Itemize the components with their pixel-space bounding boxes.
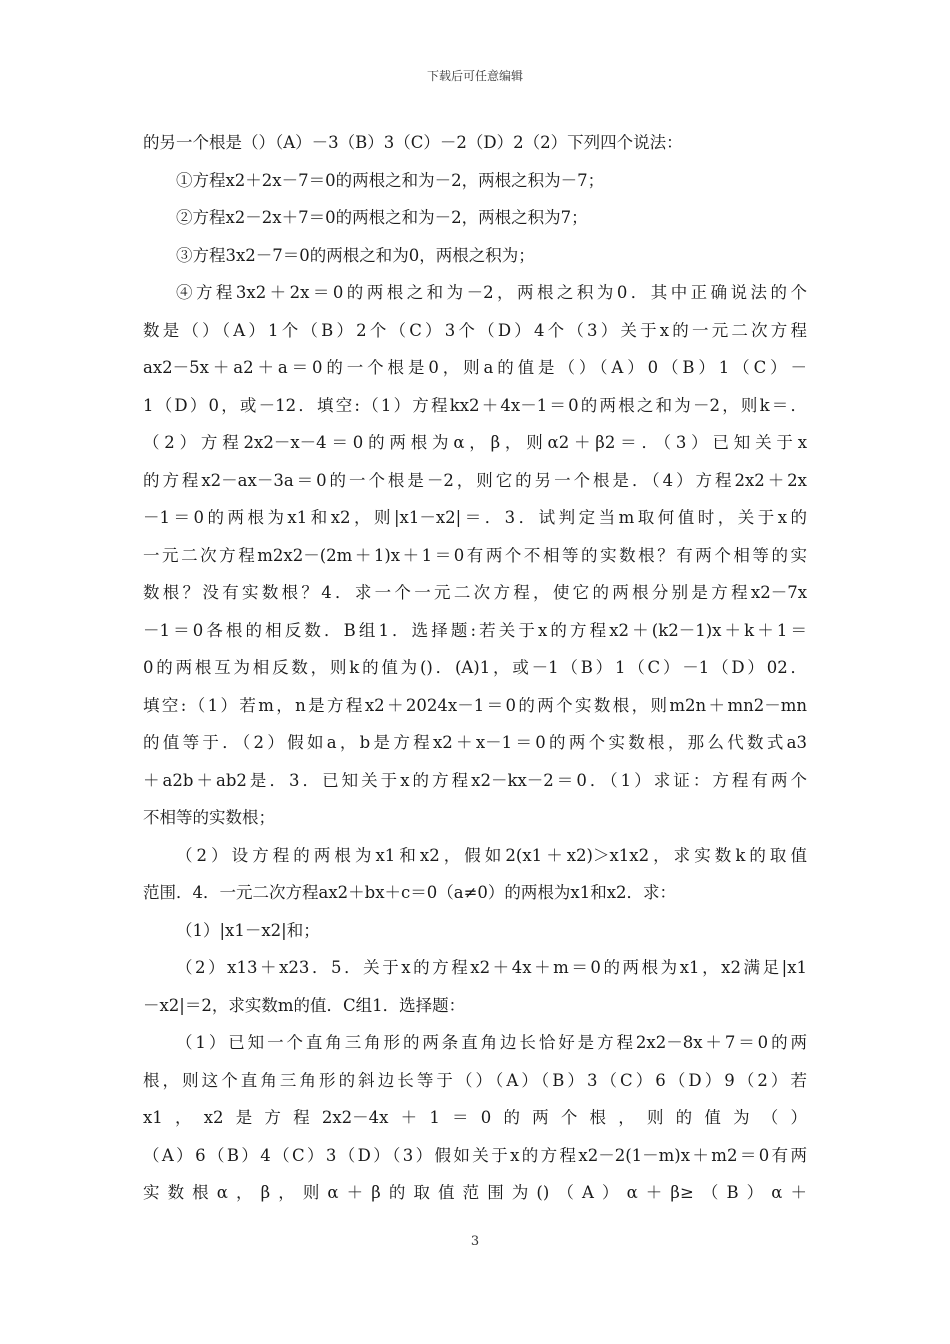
document-body [143,124,807,1212]
text-line: （A）6（B）4（C）3（D）（3）假如关于x的方程x2－2(1－m)x＋m2＝0有两 [143,1145,807,1165]
text-line: 不相等的实数根； [143,808,275,827]
text-line: 的值等于．（2）假如a，b是方程x2＋x－1＝0的两个实数根，那么代数式a3 [143,733,807,752]
text-line: ①方程x2＋2x－7＝0的两根之和为－2，两根之积为－7； [176,170,605,190]
text-line: －x2|＝2，求实数m的值．C组1．选择题： [143,995,466,1015]
text-line: －1＝0的两根为x1和x2，则|x1－x2|＝．3．试判定当m取何值时，关于x的 [143,508,807,527]
text-line: 的方程x2－ax－3a＝0的一个根是－2，则它的另一个根是．（4）方程2x2＋2x [143,470,807,490]
text-line: 一元二次方程m2x2－(2m＋1)x＋1＝0有两个不相等的实数根？有两个相等的实 [143,545,807,565]
text-line: 实数根α，β，则α＋β的取值范围为()（A）α＋β≥（B）α＋ [143,1183,807,1202]
text-line: 0的两根互为相反数，则k的值为()．(A)1，或－1（B）1（C）－1（D）02． [143,658,807,677]
text-line: （2）x13＋x23．5．关于x的方程x2＋4x＋m＝0的两根为x1，x2满足|x1 [176,958,807,977]
text-line: 范围．4．一元二次方程ax2＋bx＋c＝0（a≠0）的两根为x1和x2．求： [143,883,677,902]
text-line: ax2－5x＋a2＋a＝0的一个根是0，则a的值是（）（A）0（B）1（C）－ [143,358,807,377]
text-line: －1＝0各根的相反数．B组1．选择题:若关于x的方程x2＋(k2－1)x＋k＋1＝ [143,620,807,640]
text-line: 1（D）0，或－12．填空:（1）方程kx2＋4x－1＝0的两根之和为－2，则k＝． [143,395,807,415]
text-line: 的另一个根是（）（A）－3（B）3（C）－2（D）2（2）下列四个说法： [143,133,683,152]
text-line: ③方程3x2－7＝0的两根之和为0，两根之积为； [176,245,535,265]
text-line: ②方程x2－2x＋7＝0的两根之和为－2，两根之积为7； [176,208,588,227]
text-line: （1）|x1－x2|和； [176,920,320,940]
text-line: ④方程3x2＋2x＝0的两根之和为－2，两根之积为0．其中正确说法的个 [176,283,807,302]
text-line: 根，则这个直角三角形的斜边长等于（）（A）（B）3（C）6（D）9（2）若 [143,1070,807,1090]
text-line: （1）已知一个直角三角形的两条直角边长恰好是方程2x2－8x＋7＝0的两 [176,1033,807,1052]
text-line: （2）方程2x2－x－4＝0的两根为α，β，则α2＋β2＝．（3）已知关于x [143,433,807,452]
text-line: （2）设方程的两根为x1和x2，假如2(x1＋x2)＞x1x2，求实数k的取值 [176,845,807,865]
page-number: 3 [470,1234,480,1249]
page-header: 下载后可任意编辑 [426,69,523,83]
text-line: 数是（）（A）1个（B）2个（C）3个（D）4个（3）关于x的一元二次方程 [143,320,807,340]
text-line: 数根？没有实数根？4．求一个一元二次方程，使它的两根分别是方程x2－7x [143,583,807,602]
text-line: 填空:（1）若m，n是方程x2＋2024x－1＝0的两个实数根，则m2n＋mn2－mn [143,695,807,715]
text-line: ＋a2b＋ab2是．3．已知关于x的方程x2－kx－2＝0．（1）求证：方程有两个 [143,770,807,790]
text-line: x1，x2是方程2x2－4x＋1＝0的两个根，则的值为（） [143,1108,807,1127]
